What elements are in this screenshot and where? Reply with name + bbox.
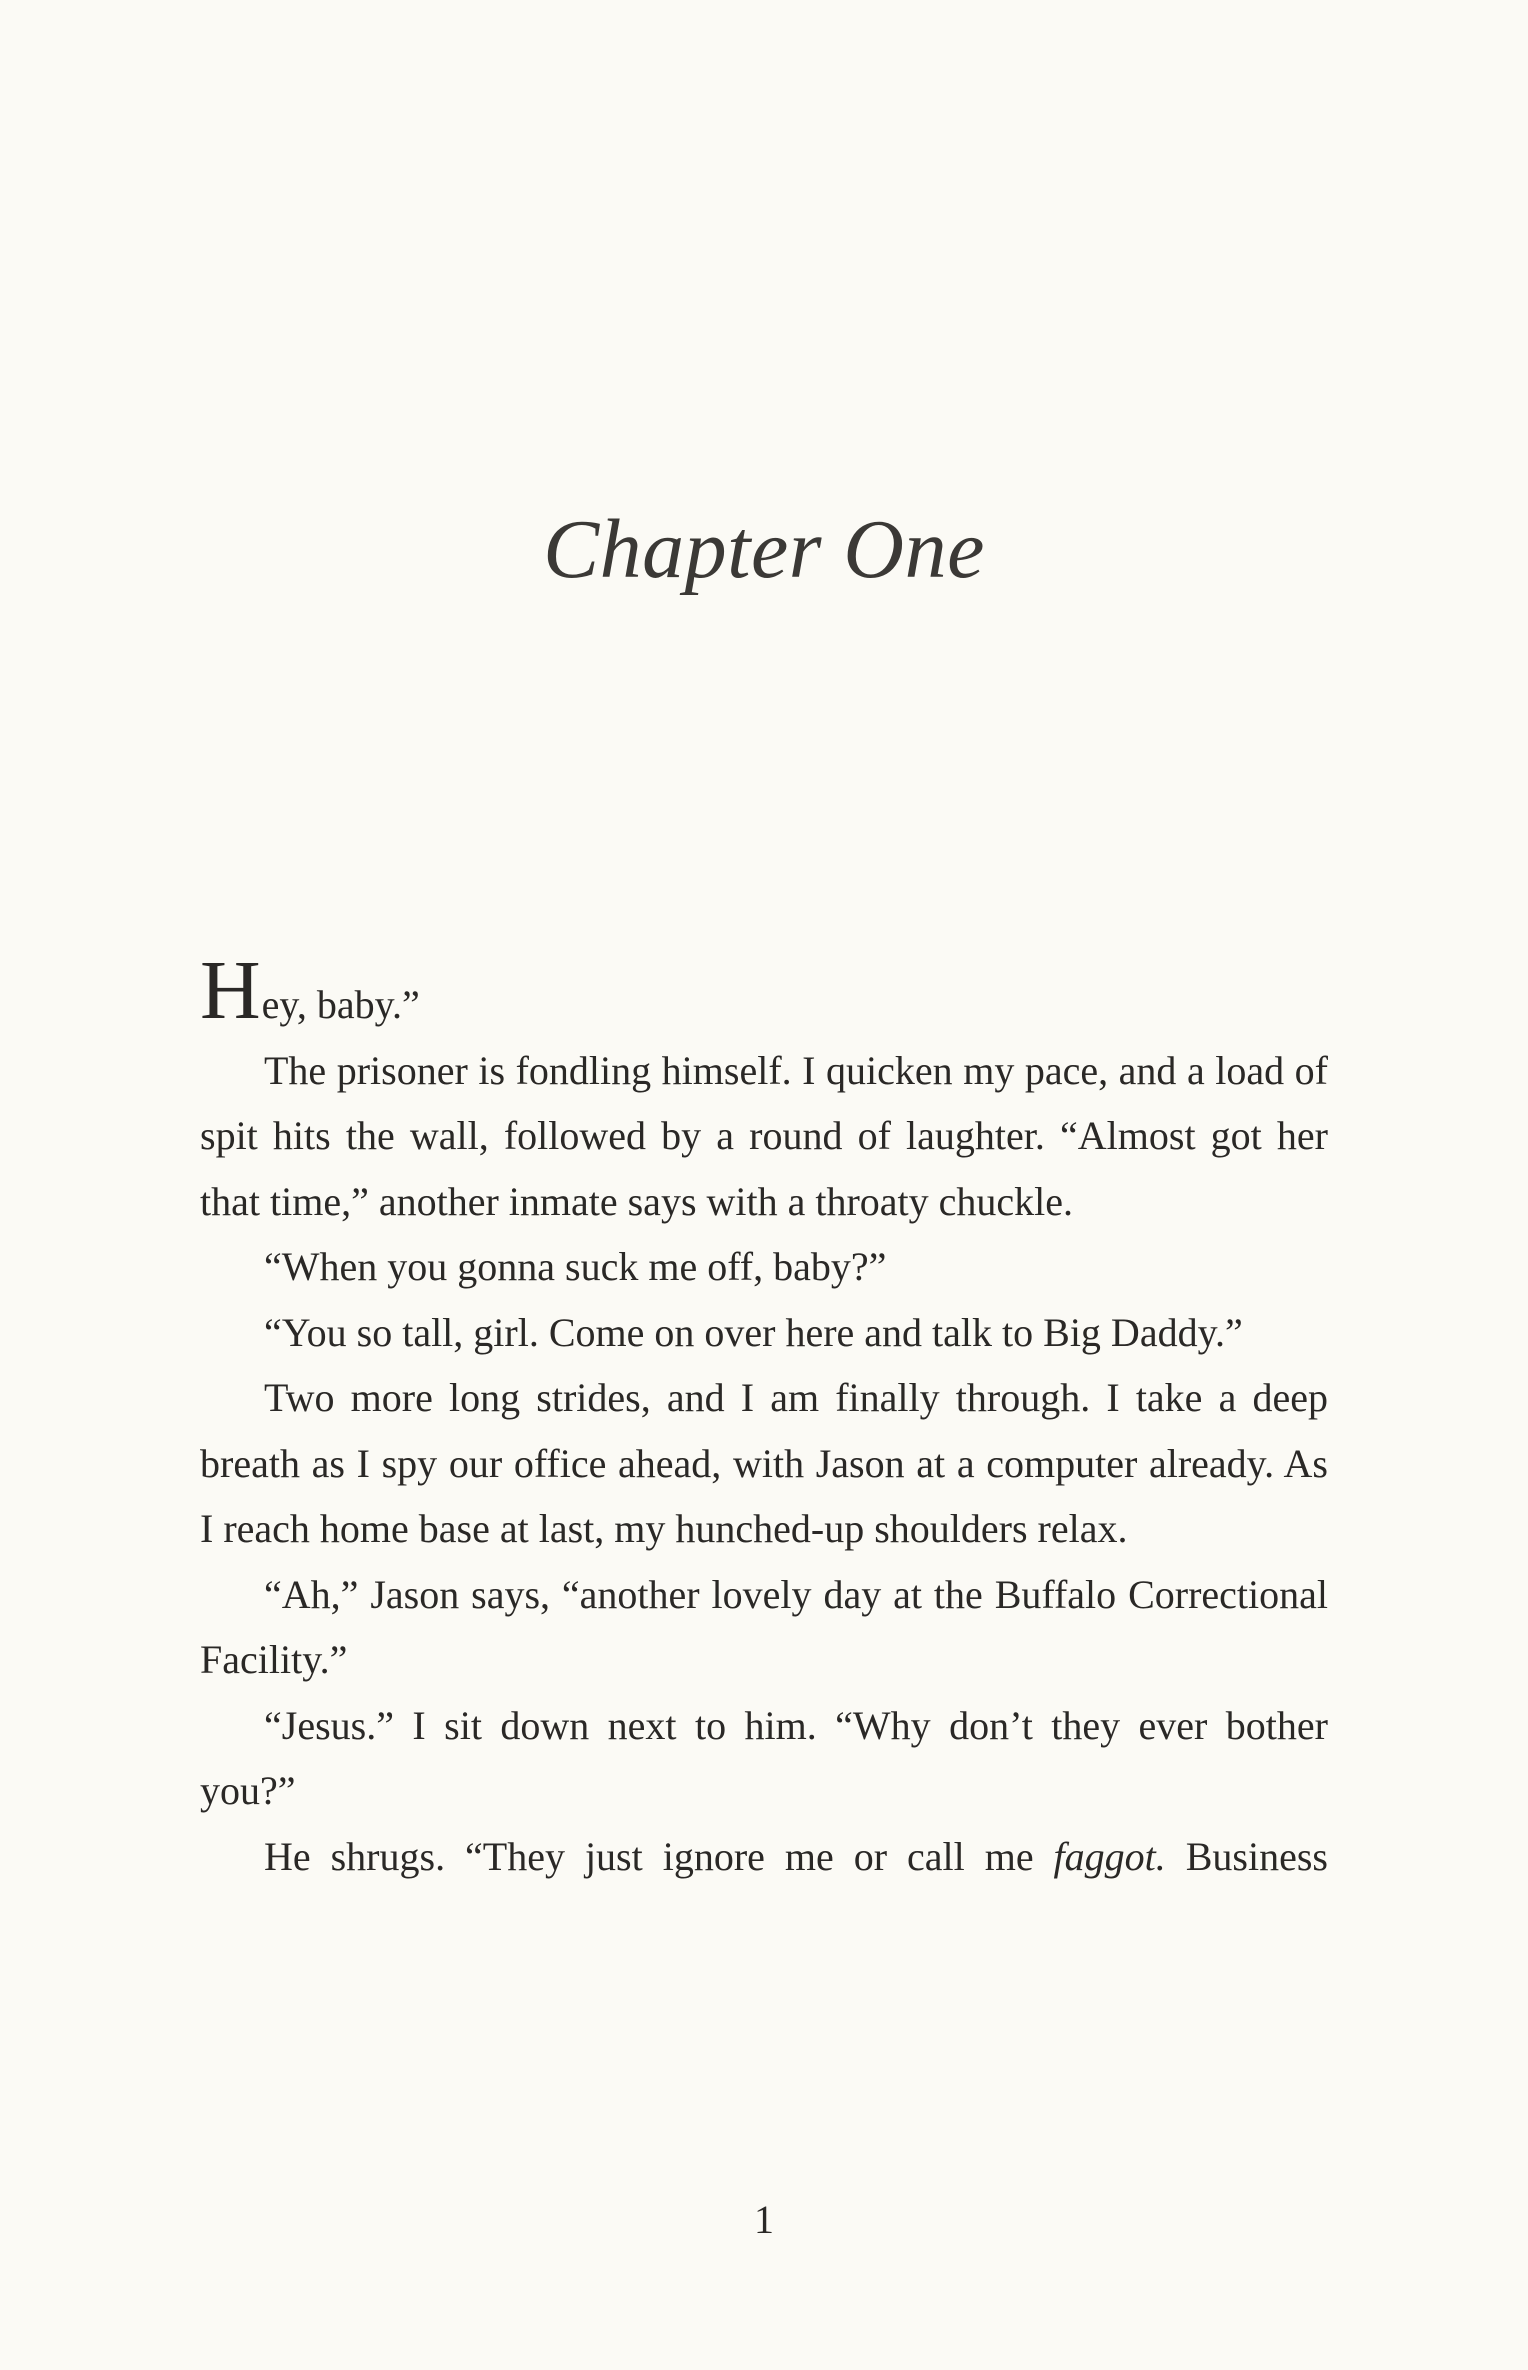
paragraph-continued [200,1824,1328,1890]
body-text [200,944,1328,1889]
paragraph-text: He shrugs. “They just ignore me or call me [264,1833,1054,1879]
drop-cap-initial: H [200,944,261,1037]
paragraph: “You so tall, girl. Come on over here and talk to Big Daddy.” [264,1309,1243,1355]
chapter-title: Chapter One [543,503,985,596]
paragraph: “When you gonna suck me off, baby?” [264,1244,887,1289]
opening-paragraph [200,944,1328,1038]
paragraph: The prisoner is fondling himself. I quicken my pace, and a load of spit hits the wall, followed by a round of laughter. “Almost got her that time,” another inmate says with a throaty chuckle. [200,1047,1328,1224]
paragraph: “Ah,” Jason says, “another lovely day at the Buffalo Correctional Facility.” [200,1571,1328,1682]
paragraph: “Jesus.” I sit down next to him. “Why don’t they ever bother you?” [200,1702,1328,1813]
italic-word: faggot. [1053,1833,1166,1879]
paragraph: Two more long strides, and I am finally through. I take a deep breath as I spy our office ahead, with Jason at a computer already. As I reach home base at last, my hunched-up shoulders relax. [200,1375,1328,1551]
opening-text: ey, baby.” [261,982,420,1027]
paragraph-text: Business [1165,1833,1328,1879]
page-number: 1 [754,2197,774,2242]
